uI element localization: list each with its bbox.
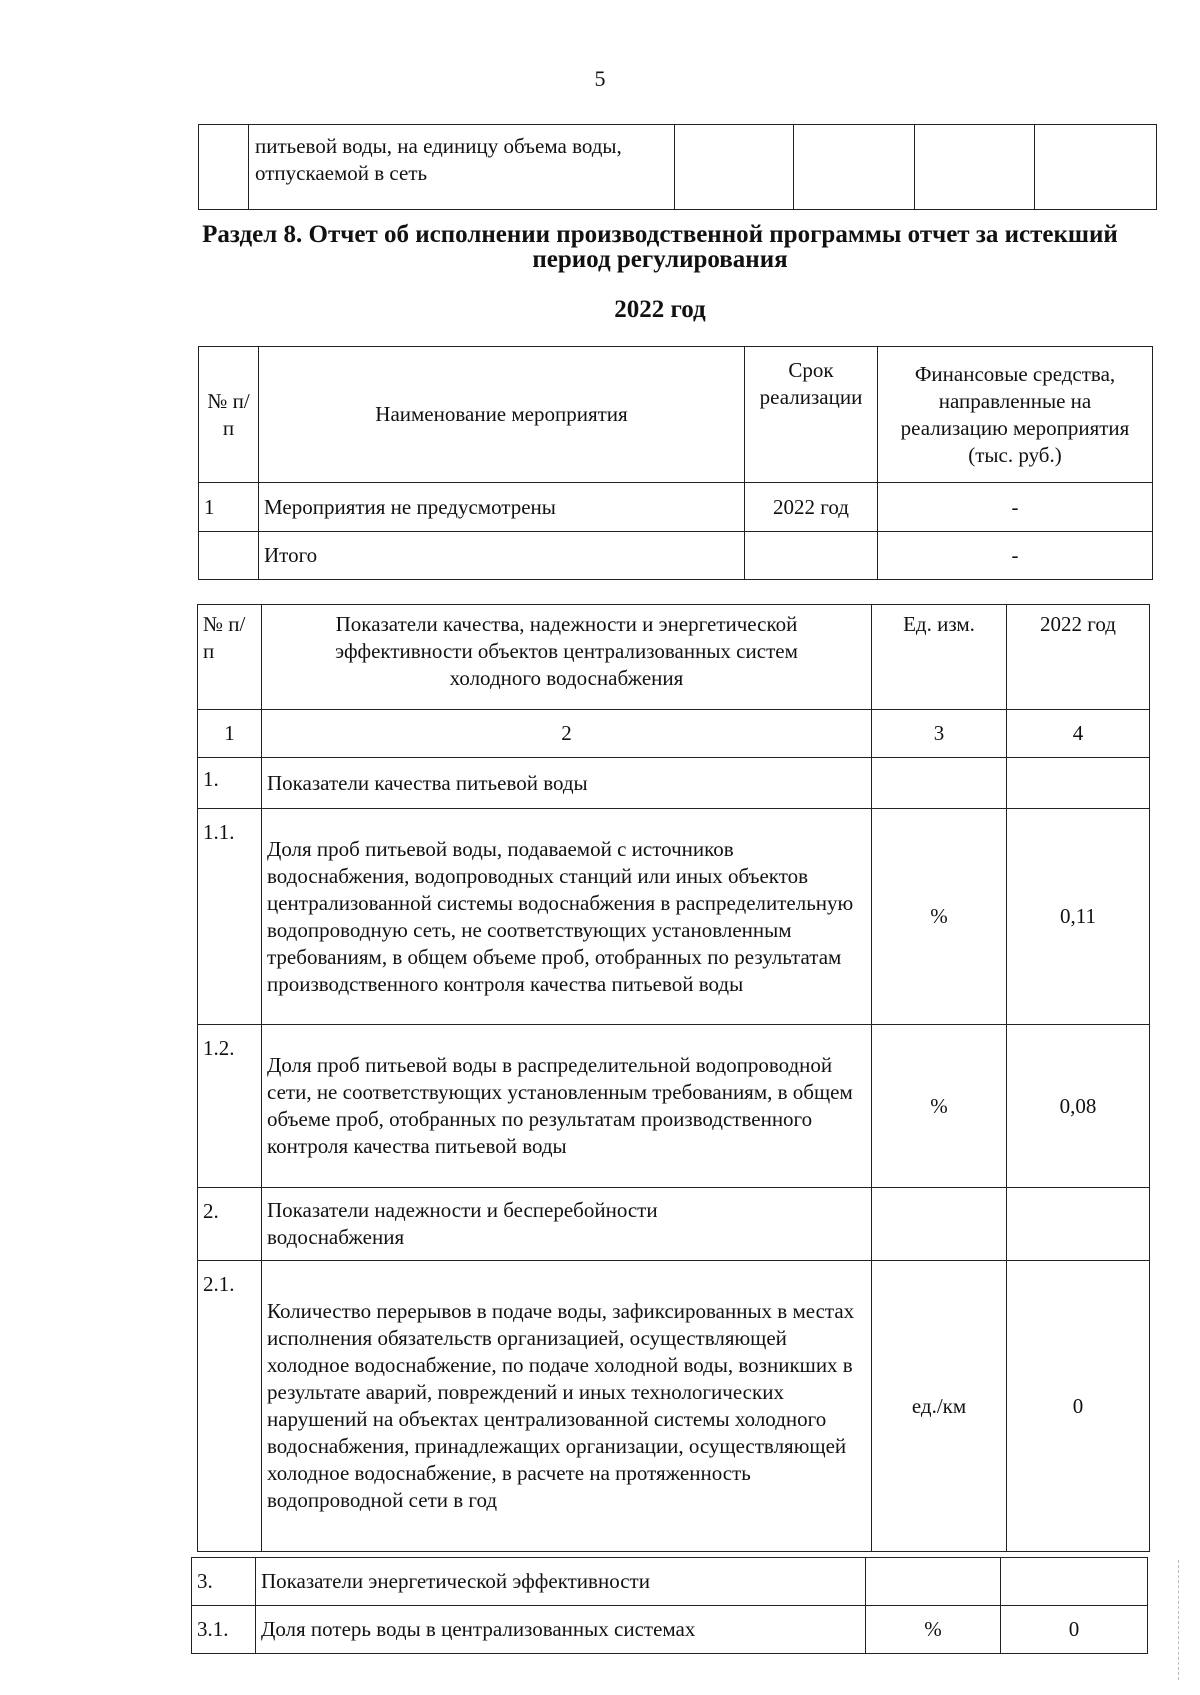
cell-name: Итого (259, 532, 745, 580)
cell-value: 0 (1001, 1606, 1148, 1654)
table-row (198, 1261, 1150, 1552)
column-number: 3 (872, 710, 1007, 758)
header-num: № п/п (198, 605, 262, 710)
cell-unit (866, 1558, 1001, 1606)
table-row (199, 532, 1153, 580)
header-value: 2022 год (1007, 605, 1150, 710)
cell-value: 0,08 (1007, 1025, 1150, 1188)
table-row (192, 1606, 1148, 1654)
section-title: Раздел 8. Отчет об исполнении производственной программы отчет за истекший период регулирования (202, 221, 1118, 273)
cell-num: 3. (192, 1558, 256, 1606)
column-number: 4 (1007, 710, 1150, 758)
indicators-table (197, 604, 1150, 1552)
cell-value (1001, 1558, 1148, 1606)
cell-name: Количество перерывов в подаче воды, зафиксированных в местах исполнения обязательств организацией, осуществляющей холодное водоснабжение, по подаче холодной воды, возникших в результате аварий, повреждений и иных технологических нарушений на объектах централизованной системы холодного водоснабжения, принадлежащих организации, осуществляющей холодное водоснабжение, в расчете на протяженность водопроводной сети в год (262, 1261, 872, 1552)
cell-name: Показатели энергетической эффективности (256, 1558, 866, 1606)
measures-table (198, 346, 1153, 580)
cell-num: 1. (198, 758, 262, 809)
cell-name: Показатели качества питьевой воды (262, 758, 872, 809)
cell-value: 0 (1007, 1261, 1150, 1552)
column-number: 2 (262, 710, 872, 758)
table-row (198, 1025, 1150, 1188)
header-num: № п/п (199, 347, 259, 483)
table-row (198, 1188, 1150, 1261)
scan-edge-mark (1178, 1560, 1180, 1680)
cell-name: Доля проб питьевой воды, подаваемой с источников водоснабжения, водопроводных станций или иных объектов централизованной системы водоснабжения в распределительную водопроводную сеть, не соответствующих установленным требованиям, в общем объеме проб, отобранных по результатам производственного контроля качества питьевой воды (262, 809, 872, 1025)
cell-unit (872, 1188, 1007, 1261)
cell-term (745, 532, 878, 580)
column-number: 1 (198, 710, 262, 758)
cell-num: 1.1. (198, 809, 262, 1025)
table-header-row (198, 605, 1150, 710)
table-row (199, 125, 1157, 210)
cell-name: Доля проб питьевой воды в распределительной водопроводной сети, не соответствующих установленным требованиям, в общем объеме проб, отобранных по результатам производственного контроля качества питьевой воды (262, 1025, 872, 1188)
cell-num: 3.1. (192, 1606, 256, 1654)
cell-value (1007, 1188, 1150, 1261)
table-header-row (199, 347, 1153, 483)
column-numbers-row (198, 710, 1150, 758)
cell-unit: % (866, 1606, 1001, 1654)
cell-name: Мероприятия не предусмотрены (259, 483, 745, 532)
cell-num: 1.2. (198, 1025, 262, 1188)
continued-table-fragment (198, 124, 1157, 210)
cell-name: Показатели надежности и бесперебойности водоснабжения (262, 1188, 872, 1261)
cell-unit: % (872, 1025, 1007, 1188)
cell-unit: ед./км (872, 1261, 1007, 1552)
cell-finance: - (878, 483, 1153, 532)
header-unit: Ед. изм. (872, 605, 1007, 710)
cell-num: 2.1. (198, 1261, 262, 1552)
cell-num: 2. (198, 1188, 262, 1261)
table-cell (794, 125, 915, 210)
table-row (198, 809, 1150, 1025)
fragment-text: питьевой воды, на единицу объема воды, отпускаемой в сеть (249, 125, 675, 210)
header-name: Показатели качества, надежности и энергетической эффективности объектов централизованных систем холодного водоснабжения (262, 605, 872, 710)
table-cell (199, 125, 249, 210)
header-term: Срок реализации (745, 347, 878, 483)
header-name: Наименование мероприятия (259, 347, 745, 483)
table-row (198, 758, 1150, 809)
cell-value: 0,11 (1007, 809, 1150, 1025)
cell-term: 2022 год (745, 483, 878, 532)
section-year: 2022 год (614, 296, 706, 323)
cell-unit (872, 758, 1007, 809)
table-row (199, 483, 1153, 532)
cell-unit: % (872, 809, 1007, 1025)
cell-finance: - (878, 532, 1153, 580)
cell-num: 1 (199, 483, 259, 532)
table-row (192, 1558, 1148, 1606)
header-finance: Финансовые средства, направленные на реализацию мероприятия (тыс. руб.) (878, 347, 1153, 483)
page-number: 5 (594, 66, 606, 91)
indicators-table-bottom (191, 1557, 1148, 1654)
table-cell (915, 125, 1035, 210)
table-cell (1035, 125, 1157, 210)
cell-value (1007, 758, 1150, 809)
cell-name: Доля потерь воды в централизованных системах (256, 1606, 866, 1654)
cell-num (199, 532, 259, 580)
table-cell (675, 125, 794, 210)
